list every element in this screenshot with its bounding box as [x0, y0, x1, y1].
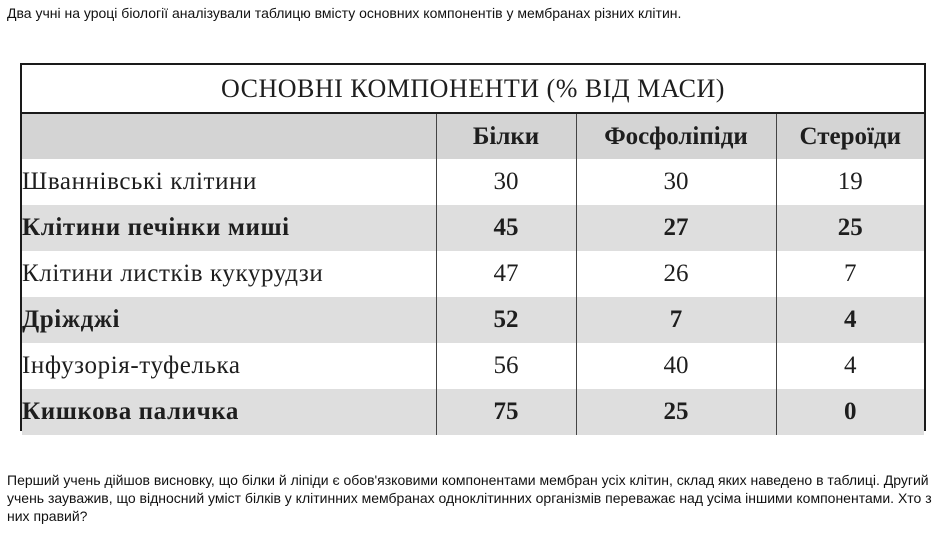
- row-name: Інфузорія-туфелька: [22, 343, 436, 389]
- table-row: [22, 389, 924, 435]
- cell-proteins: 30: [436, 159, 576, 205]
- table-row: [22, 343, 924, 389]
- cell-steroids: 19: [837, 168, 863, 195]
- table-row: [22, 159, 924, 205]
- row-name: Клітини листків кукурудзи: [22, 251, 436, 297]
- cell-steroids: 4: [776, 297, 924, 343]
- cell-proteins: 52: [436, 297, 576, 343]
- cell-proteins: 45: [436, 205, 576, 251]
- cell-phospholipids: 26: [576, 251, 776, 297]
- row-name: Кишкова паличка: [22, 389, 436, 435]
- cell-steroids: 25: [776, 205, 924, 251]
- row-name: Клітини печінки миші: [22, 205, 436, 251]
- cell-steroids: 4: [844, 352, 857, 379]
- row-name: Дріжджі: [22, 297, 436, 343]
- cell-phospholipids: 25: [576, 389, 776, 435]
- column-header-proteins: Білки: [436, 113, 576, 159]
- column-header-steroids: Стероїди: [776, 113, 924, 159]
- membrane-components-table: [20, 63, 926, 431]
- table-row: [22, 297, 924, 343]
- table-title: ОСНОВНІ КОМПОНЕНТИ (% ВІД МАСИ): [22, 65, 924, 113]
- cell-phospholipids: 7: [576, 297, 776, 343]
- table-row: [22, 205, 924, 251]
- header-blank-cell: [22, 113, 436, 159]
- cell-phospholipids: 27: [576, 205, 776, 251]
- cell-phospholipids: 40: [576, 343, 776, 389]
- column-header-phospholipids: Фосфоліпіди: [576, 113, 776, 159]
- cell-steroids: 0: [776, 389, 924, 435]
- data-table: [22, 65, 924, 435]
- cell-phospholipids: 30: [576, 159, 776, 205]
- row-name: Шваннівські клітини: [22, 159, 436, 205]
- cell-proteins: 75: [436, 389, 576, 435]
- table-row: [22, 251, 924, 297]
- cell-proteins: 56: [436, 343, 576, 389]
- cell-steroids: 7: [844, 260, 857, 287]
- cell-proteins: 47: [436, 251, 576, 297]
- intro-text: Два учні на уроці біології аналізували таблицю вмісту основних компонентів у мембранах різних клітин.: [7, 5, 682, 21]
- question-text: Перший учень дійшов висновку, що білки й ліпіди є обов'язковими компонентами мембран усіх клітин, склад яких наведено в таблиці. Другий учень зауважив, що відносний уміст білків у клітинних мембранах одноклітинних організмів переважає над усіма іншими компонентами. Хто з них правий?: [7, 472, 932, 524]
